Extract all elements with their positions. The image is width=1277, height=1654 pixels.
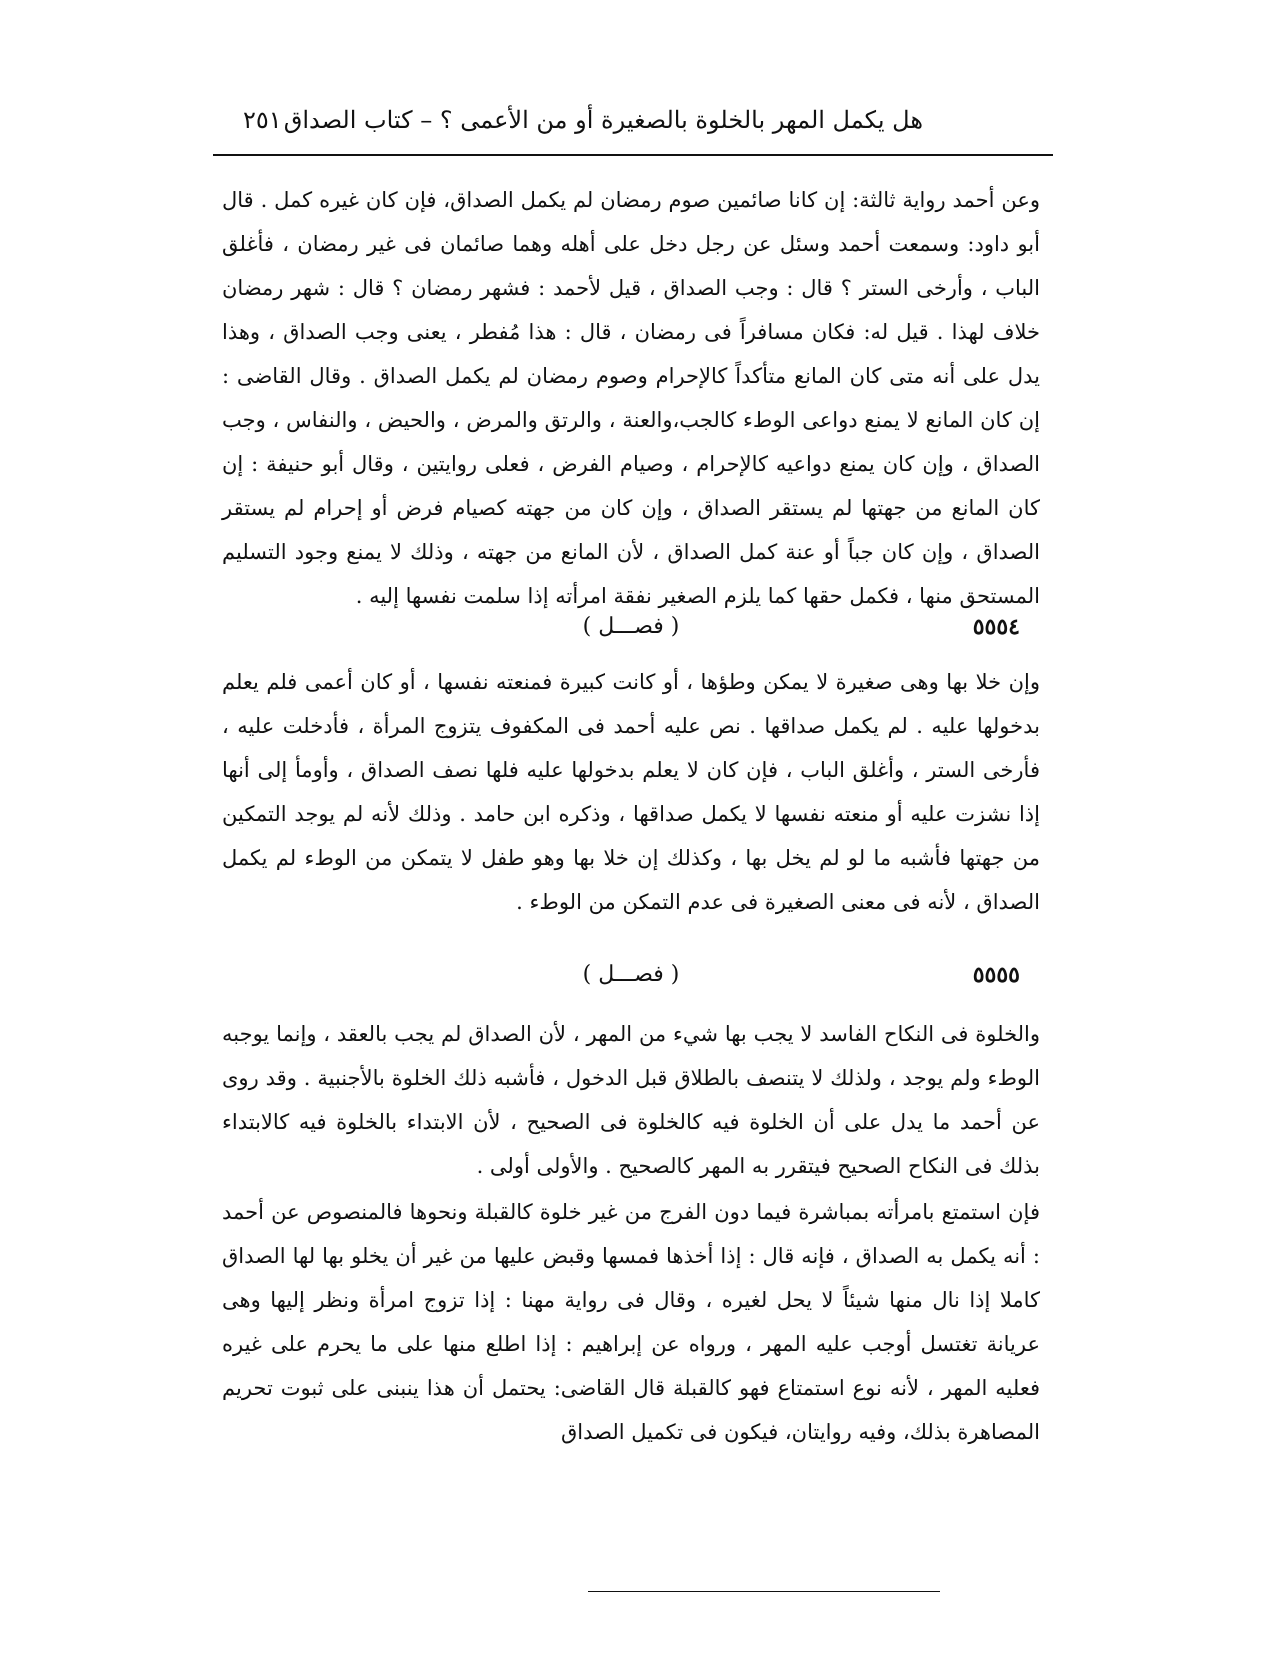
paragraph-1: وعن أحمد رواية ثالثة: إن كانا صائمين صوم رمضان لم يكمل الصداق، فإن كان غيره كمل . قال أبو داود: وسمعت أحمد وسئل عن رجل دخل على أهله وهما صائمان فى غير رمضان ، فأغلق الباب ، وأرخى الستر ؟ قال : وجب الصداق ، قيل لأحمد : فشهر رمضان ؟ قال : شهر رمضان خلاف لهذا . قيل له: فكان مسافراً فى رمضان ، قال : هذا مُفطر ، يعنى وجب الصداق ، وهذا يدل على أنه متى كان المانع متأكداً كالإحرام وصوم رمضان لم يكمل الصداق . وقال القاضى : إن كان المانع لا يمنع دواعى الوطء كالجب،والعنة ، والرتق والمرض ، والحيض ، والنفاس ، وجب الصداق ، وإن كان يمنع دواعيه كالإحرام ، وصيام الفرض ، فعلى روايتين ، وقال أبو حنيفة : إن كان المانع من جهتها لم يستقر الصداق ، وإن كان من جهته كصيام فرض أو إحرام لم يستقر الصداق ، وإن كان جباً أو عنة كمل الصداق ، لأن المانع من جهته ، وذلك لا يمنع وجود التسليم المستحق منها ، فكمل حقها كما يلزم الصغير نفقة امرأته إذا سلمت نفسها إليه . — [222, 188, 1040, 608]
page-number: ٢٥١ — [243, 106, 282, 134]
paragraph-4: فإن استمتع بامرأته بمباشرة فيما دون الفرج من غير خلوة كالقبلة ونحوها فالمنصوص عن أحمد : أنه يكمل به الصداق ، فإنه قال : إذا أخذها فمسها وقبض عليها من غير أن يخلو بها لها الصداق كاملا إذا نال منها شيئاً لا يحل لغيره ، وقال فى رواية مهنا : إذا تزوج امرأة ونظر إليها وهى عريانة تغتسل أوجب عليه المهر ، ورواه عن إبراهيم : إذا اطلع منها على ما يحرم على غيره فعليه المهر ، لأنه نوع استمتاع فهو كالقبلة قال القاضى: يحتمل أن هذا ينبنى على ثبوت تحريم المصاهرة بذلك، وفيه روايتان، فيكون فى تكميل الصداق — [222, 1200, 1041, 1444]
running-title: هل يكمل المهر بالخلوة بالصغيرة أو من الأعمى ؟ – كتاب الصداق — [283, 106, 923, 134]
section-title: ( فصـــل ) — [582, 614, 680, 639]
section-number: ٥٥٥٥ — [972, 962, 1020, 988]
footer-divider — [588, 1591, 940, 1592]
section-number: ٥٥٥٤ — [972, 614, 1020, 640]
section-title: ( فصـــل ) — [582, 962, 680, 987]
page-header — [243, 98, 923, 148]
section-heading-5555 — [222, 962, 1040, 1006]
paragraph-3: والخلوة فى النكاح الفاسد لا يجب بها شيء من المهر ، لأن الصداق لم يجب بالعقد ، وإنما يوجبه الوطء ولم يوجد ، ولذلك لا يتنصف بالطلاق قبل الدخول ، فأشبه ذلك الخلوة بالأجنبية . وقد روى عن أحمد ما يدل على أن الخلوة فيه كالخلوة فى الصحيح ، لأن الابتداء بالخلوة فيه كالابتداء بذلك فى النكاح الصحيح فيتقرر به المهر كالصحيح . والأولى أولى . — [222, 1022, 1040, 1178]
section-heading-5554 — [222, 614, 1040, 658]
header-divider — [213, 154, 1053, 156]
paragraph-2: وإن خلا بها وهى صغيرة لا يمكن وطؤها ، أو كانت كبيرة فمنعته نفسها ، أو كان أعمى فلم يعلم بدخولها عليه . لم يكمل صداقها . نص عليه أحمد فى المكفوف يتزوج المرأة ، فأدخلت عليه ، فأرخى الستر ، وأغلق الباب ، فإن كان لا يعلم بدخولها عليه فلها نصف الصداق ، وأومأ إلى أنها إذا نشزت عليه أو منعته نفسها لا يكمل صداقها ، وذكره ابن حامد . وذلك لأنه لم يوجد التمكين من جهتها فأشبه ما لو لم يخل بها ، وكذلك إن خلا بها وهو طفل لا يتمكن من الوطء لم يكمل الصداق ، لأنه فى معنى الصغيرة فى عدم التمكن من الوطء . — [222, 670, 1040, 914]
